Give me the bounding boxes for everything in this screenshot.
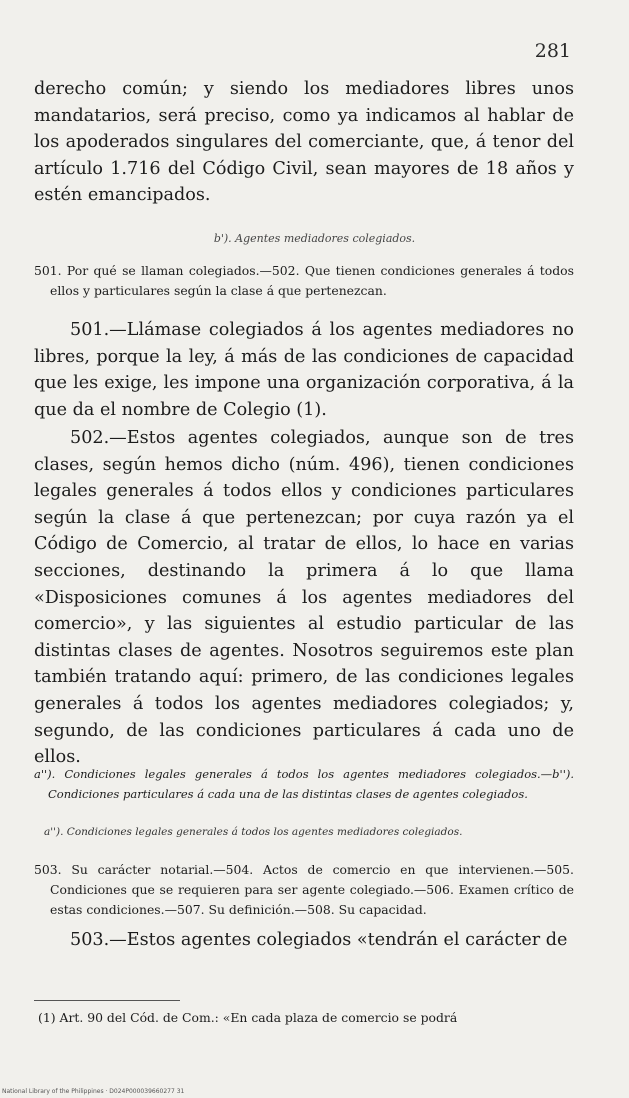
italic-summary	[34, 764, 574, 804]
scan-imprint: National Library of the Philippines · D024P000039660277 31	[2, 1088, 185, 1095]
continuation-paragraph: derecho común; y siendo los mediadores libres unos mandatarios, será preciso, como ya indicamos al hablar de los apoderados singulares del comerciante, que, á tenor del artículo 1.716 del Código Civil, sean mayores de 18 años y estén emancipados.	[34, 79, 574, 206]
paragraph-501: 501.—Llámase colegiados á los agentes mediadores no libres, porque la ley, á más de las condiciones de capacidad que les exige, les impone una organización corporativa, á la que da el nombre de Colegio (1).	[34, 320, 574, 420]
summary-text: 501. Por qué se llaman colegiados.—502. Que tienen condiciones generales á todos ellos y particulares según la clase á que pertenezcan.	[34, 263, 574, 298]
page-number: 281	[534, 40, 571, 62]
footnote-divider	[34, 1000, 180, 1001]
footnote: (1) Art. 90 del Cód. de Com.: «En cada plaza de comercio se podrá	[38, 1010, 458, 1025]
summary-text-2: 503. Su carácter notarial.—504. Actos de comercio en que intervienen.—505. Condiciones que se requieren para ser agente colegiado.—506. Examen crítico de estas condiciones.—507. Su definición.—508. Su capacidad.	[34, 862, 574, 917]
section-summary-503-508	[34, 860, 574, 920]
section-summary-501-502	[34, 261, 574, 301]
section-heading-b: b'). Agentes mediadores colegiados.	[213, 232, 416, 245]
section-heading-a: a''). Condiciones legales generales á todos los agentes mediadores colegiados.	[44, 826, 463, 838]
paragraph-502: 502.—Estos agentes colegiados, aunque son de tres clases, según hemos dicho (núm. 496), tienen condiciones legales generales á todos ellos y condiciones particulares según la clase á que pertenezcan; por cuya razón ya el Código de Comercio, al tratar de ellos, lo hace en varias secciones, destinando la primera á lo que llama «Disposiciones comunes á los agentes mediadores del comercio», y las siguientes al estudio particular de las distintas clases de agentes. Nosotros seguiremos este plan también tratando aquí: primero, de las condiciones legales generales á todos los agentes mediadores colegiados; y, segundo, de las condiciones particulares á cada uno de ellos.	[34, 428, 574, 768]
paragraph-503: 503.—Estos agentes colegiados «tendrán el carácter de	[70, 930, 568, 950]
italic-summary-text: a''). Condiciones legales generales á todos los agentes mediadores colegiados.—b''). Condiciones particulares á cada una de las distintas clases de agentes colegiados.	[34, 767, 574, 801]
